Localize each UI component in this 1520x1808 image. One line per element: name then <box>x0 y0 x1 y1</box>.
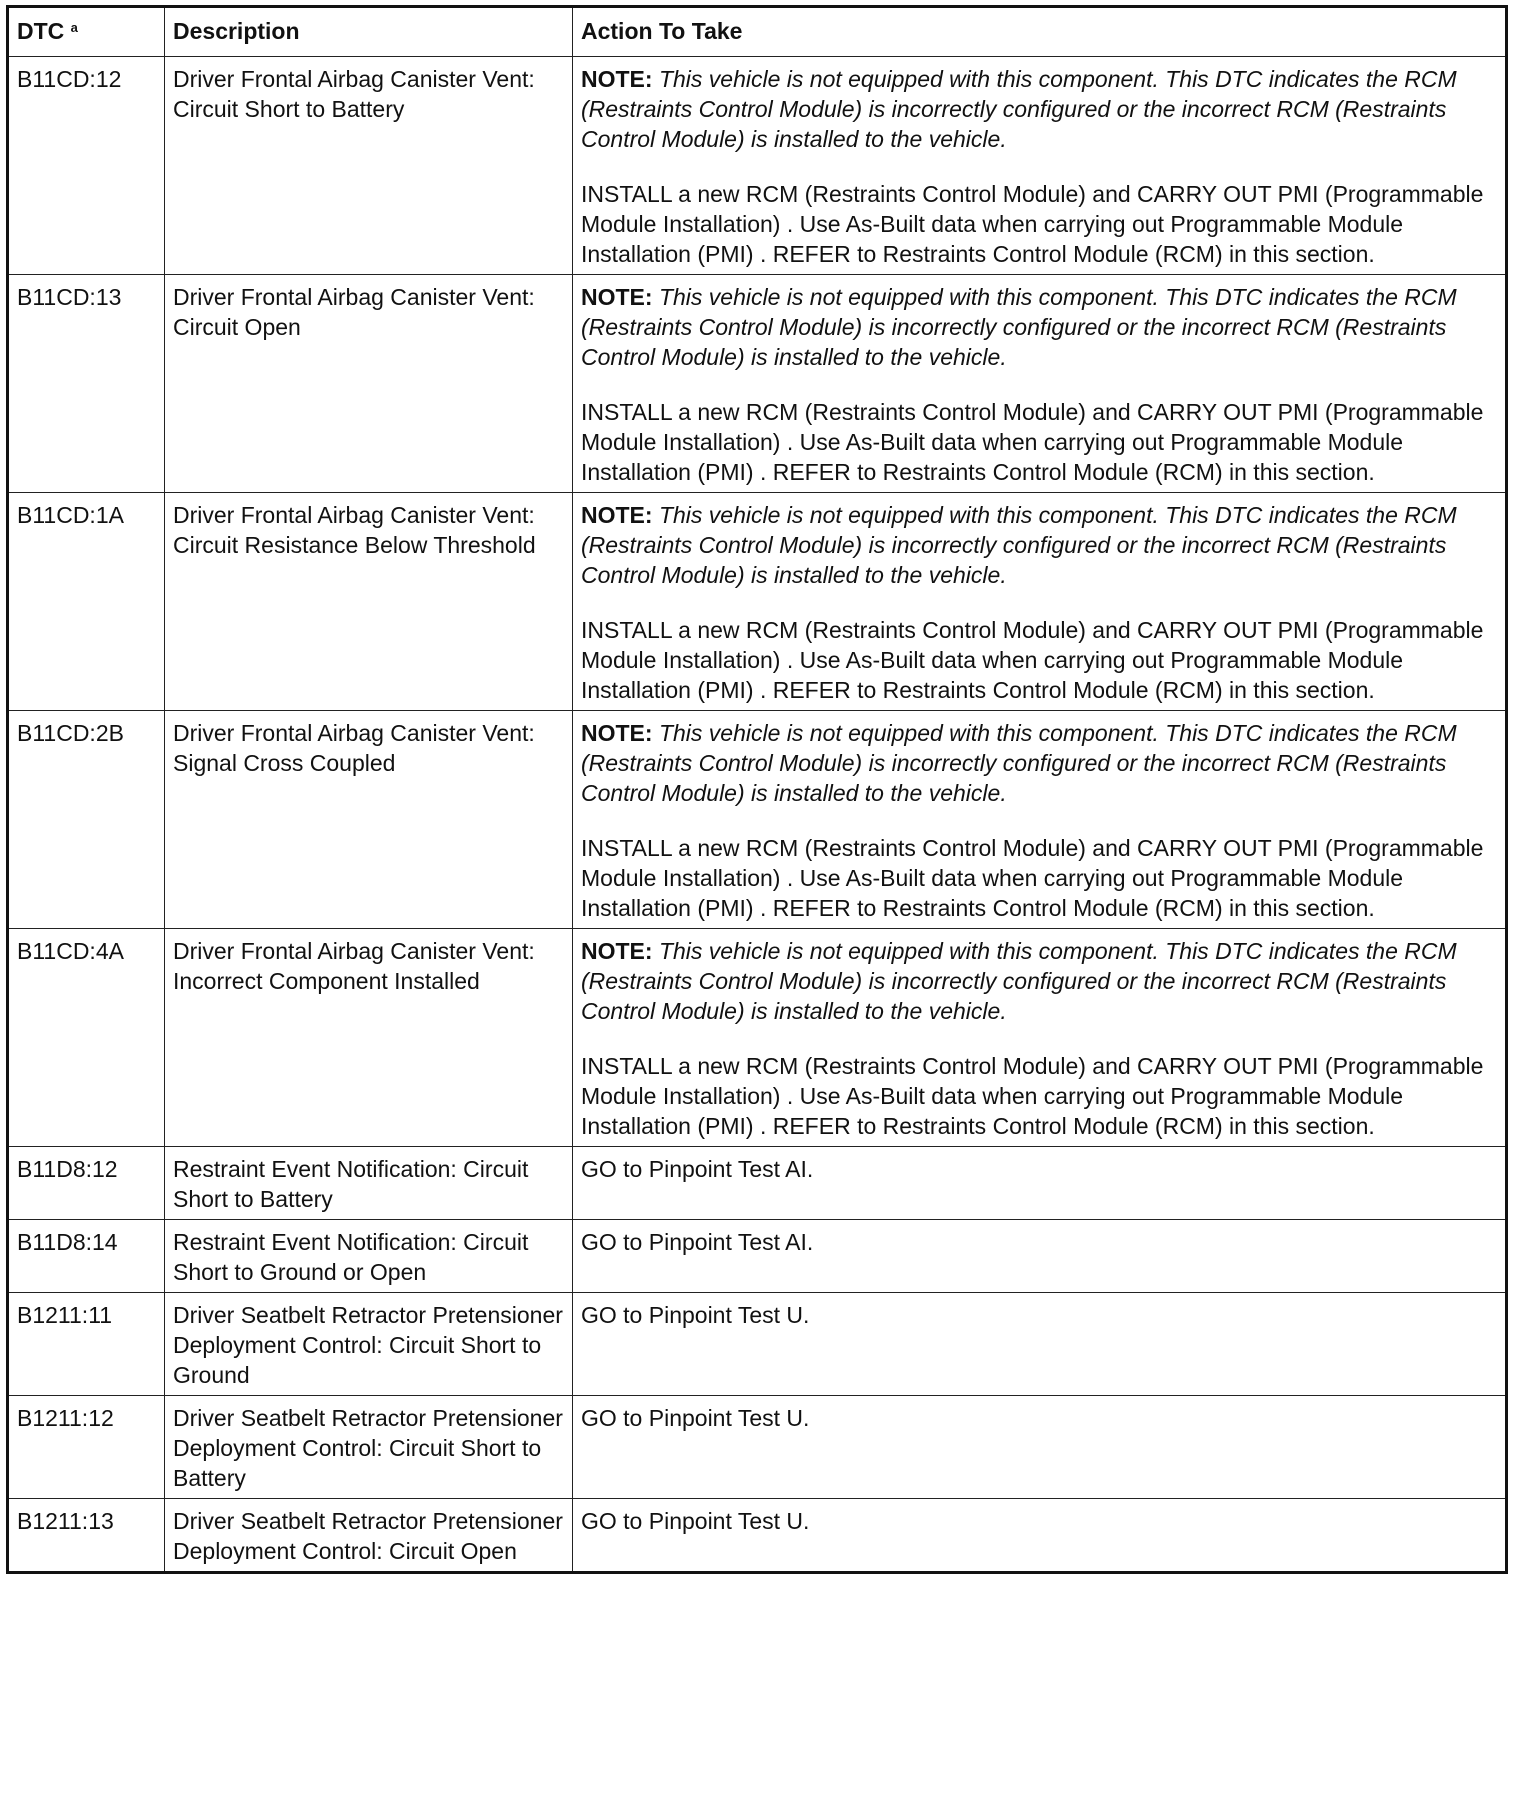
note-label: NOTE: <box>581 938 653 964</box>
note-label: NOTE: <box>581 66 653 92</box>
table-row <box>8 275 1507 493</box>
table-row <box>8 711 1507 929</box>
header-dtc <box>8 7 165 57</box>
dtc-description: Driver Frontal Airbag Canister Vent: Circuit Short to Battery <box>165 57 573 275</box>
dtc-action <box>573 275 1507 493</box>
dtc-description: Driver Seatbelt Retractor Pretensioner Deployment Control: Circuit Open <box>165 1499 573 1573</box>
header-action: Action To Take <box>573 7 1507 57</box>
note-label: NOTE: <box>581 502 653 528</box>
dtc-description: Driver Seatbelt Retractor Pretensioner Deployment Control: Circuit Short to Ground <box>165 1293 573 1396</box>
action-text: INSTALL a new RCM (Restraints Control Module) and CARRY OUT PMI (Programmable Module Installation) . Use As-Built data when carrying out Programmable Module Installation (PMI) . REFER to Restraints Control Module (RCM) in this section. <box>581 617 1484 703</box>
dtc-description: Restraint Event Notification: Circuit Short to Ground or Open <box>165 1220 573 1293</box>
dtc-action: GO to Pinpoint Test AI. <box>573 1220 1507 1293</box>
note <box>581 282 1497 372</box>
table-row <box>8 929 1507 1147</box>
dtc-code: B11CD:1A <box>8 493 165 711</box>
header-dtc-label: DTC <box>17 18 65 44</box>
dtc-code: B11D8:12 <box>8 1147 165 1220</box>
dtc-code: B1211:12 <box>8 1396 165 1499</box>
dtc-action <box>573 493 1507 711</box>
header-dtc-footnote: a <box>70 20 78 35</box>
table-row <box>8 57 1507 275</box>
note-text: This vehicle is not equipped with this component. This DTC indicates the RCM (Restraints Control Module) is incorrectly configured or the incorrect RCM (Restraints Control Module) is installed to the vehicle. <box>581 284 1457 370</box>
dtc-description: Driver Frontal Airbag Canister Vent: Signal Cross Coupled <box>165 711 573 929</box>
dtc-action <box>573 929 1507 1147</box>
header-row <box>8 7 1507 57</box>
dtc-code: B1211:13 <box>8 1499 165 1573</box>
dtc-description: Driver Frontal Airbag Canister Vent: Incorrect Component Installed <box>165 929 573 1147</box>
dtc-action <box>573 57 1507 275</box>
dtc-description: Driver Seatbelt Retractor Pretensioner Deployment Control: Circuit Short to Battery <box>165 1396 573 1499</box>
note <box>581 500 1497 590</box>
table-header <box>8 7 1507 57</box>
table-body <box>8 57 1507 1573</box>
note-text: This vehicle is not equipped with this component. This DTC indicates the RCM (Restraints Control Module) is incorrectly configured or the incorrect RCM (Restraints Control Module) is installed to the vehicle. <box>581 66 1457 152</box>
note-label: NOTE: <box>581 284 653 310</box>
note <box>581 936 1497 1026</box>
note <box>581 718 1497 808</box>
dtc-code: B1211:11 <box>8 1293 165 1396</box>
dtc-table <box>6 5 1508 1574</box>
table-row <box>8 1293 1507 1396</box>
table-row <box>8 1499 1507 1573</box>
note-label: NOTE: <box>581 720 653 746</box>
dtc-action: GO to Pinpoint Test U. <box>573 1293 1507 1396</box>
action-text: INSTALL a new RCM (Restraints Control Module) and CARRY OUT PMI (Programmable Module Installation) . Use As-Built data when carrying out Programmable Module Installation (PMI) . REFER to Restraints Control Module (RCM) in this section. <box>581 399 1484 485</box>
dtc-action: GO to Pinpoint Test U. <box>573 1499 1507 1573</box>
table-row <box>8 493 1507 711</box>
dtc-description: Restraint Event Notification: Circuit Short to Battery <box>165 1147 573 1220</box>
table-row <box>8 1147 1507 1220</box>
note <box>581 64 1497 154</box>
dtc-action: GO to Pinpoint Test U. <box>573 1396 1507 1499</box>
dtc-action: GO to Pinpoint Test AI. <box>573 1147 1507 1220</box>
dtc-code: B11CD:13 <box>8 275 165 493</box>
dtc-action <box>573 711 1507 929</box>
dtc-code: B11D8:14 <box>8 1220 165 1293</box>
note-text: This vehicle is not equipped with this component. This DTC indicates the RCM (Restraints Control Module) is incorrectly configured or the incorrect RCM (Restraints Control Module) is installed to the vehicle. <box>581 938 1457 1024</box>
dtc-code: B11CD:2B <box>8 711 165 929</box>
action-text: INSTALL a new RCM (Restraints Control Module) and CARRY OUT PMI (Programmable Module Installation) . Use As-Built data when carrying out Programmable Module Installation (PMI) . REFER to Restraints Control Module (RCM) in this section. <box>581 1053 1484 1139</box>
table-row <box>8 1220 1507 1293</box>
dtc-code: B11CD:4A <box>8 929 165 1147</box>
header-description: Description <box>165 7 573 57</box>
dtc-code: B11CD:12 <box>8 57 165 275</box>
action-text: INSTALL a new RCM (Restraints Control Module) and CARRY OUT PMI (Programmable Module Installation) . Use As-Built data when carrying out Programmable Module Installation (PMI) . REFER to Restraints Control Module (RCM) in this section. <box>581 181 1484 267</box>
dtc-description: Driver Frontal Airbag Canister Vent: Circuit Open <box>165 275 573 493</box>
note-text: This vehicle is not equipped with this component. This DTC indicates the RCM (Restraints Control Module) is incorrectly configured or the incorrect RCM (Restraints Control Module) is installed to the vehicle. <box>581 502 1457 588</box>
action-text: INSTALL a new RCM (Restraints Control Module) and CARRY OUT PMI (Programmable Module Installation) . Use As-Built data when carrying out Programmable Module Installation (PMI) . REFER to Restraints Control Module (RCM) in this section. <box>581 835 1484 921</box>
dtc-description: Driver Frontal Airbag Canister Vent: Circuit Resistance Below Threshold <box>165 493 573 711</box>
note-text: This vehicle is not equipped with this component. This DTC indicates the RCM (Restraints Control Module) is incorrectly configured or the incorrect RCM (Restraints Control Module) is installed to the vehicle. <box>581 720 1457 806</box>
table-row <box>8 1396 1507 1499</box>
